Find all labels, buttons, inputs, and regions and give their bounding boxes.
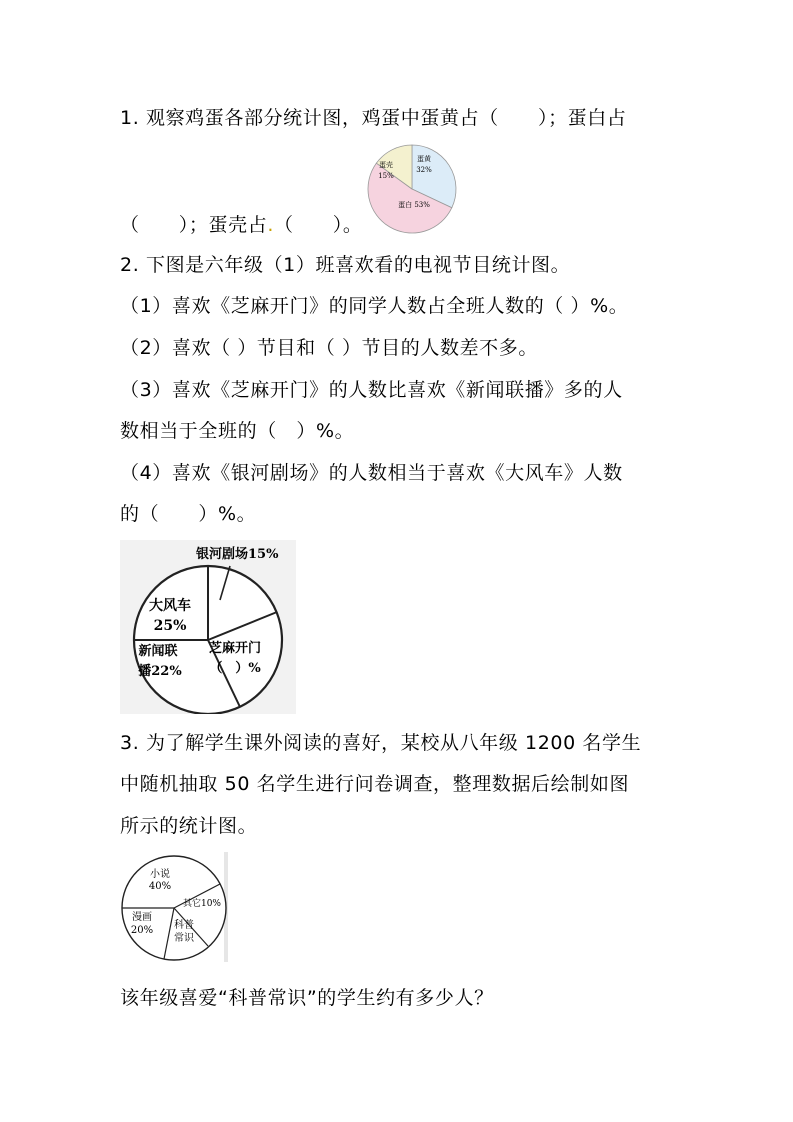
label-science-2: 常识	[174, 933, 194, 944]
q3-line2: 中随机抽取 50 名学生进行问卷调查，整理数据后绘制如图	[120, 773, 630, 795]
label-science: 科普	[174, 920, 194, 931]
label-other: 其它10%	[182, 899, 222, 909]
label-yolk: 蛋黄	[417, 155, 431, 163]
label-shell: 蛋壳	[379, 161, 393, 169]
label-dafeng: 大风车	[149, 598, 191, 614]
q1-line1: 1. 观察鸡蛋各部分统计图，鸡蛋中蛋黄占（ ）；蛋白占	[120, 107, 627, 129]
label-xinwen-pct: 播22%	[138, 664, 182, 679]
label-yolk-pct: 32%	[416, 166, 432, 174]
q3-question: 该年级喜爱“科普常识”的学生约有多少人？	[120, 987, 494, 1009]
q2-sub3-line2: 数相当于全班的（ ）%。	[120, 420, 355, 442]
label-zhima: 芝麻开门	[208, 641, 262, 656]
q2-sub1: （1）喜欢《芝麻开门》的同学人数占全班人数的（ ）%。	[120, 295, 629, 317]
q3-line1: 3. 为了解学生课外阅读的喜好，某校从八年级 1200 名学生	[120, 732, 642, 754]
label-yinhe: 银河剧场15%	[196, 547, 279, 562]
q1-line2	[120, 213, 362, 237]
q1-line2-dot: .	[267, 214, 274, 236]
reading-pie-chart	[120, 852, 230, 962]
label-comic: 漫画	[132, 912, 152, 923]
label-comic-pct: 20%	[130, 925, 154, 936]
q2-sub4-line1: （4）喜欢《银河剧场》的人数相当于喜欢《大风车》人数	[120, 462, 623, 484]
q2-sub4-line2: 的（ ）%。	[120, 503, 257, 525]
label-novel: 小说	[150, 869, 170, 880]
q2-sub3-line1: （3）喜欢《芝麻开门》的人数比喜欢《新闻联播》多的人	[120, 379, 623, 401]
label-shell-pct: 15%	[378, 172, 394, 180]
q2-intro: 2. 下图是六年级（1）班喜欢看的电视节目统计图。	[120, 254, 571, 276]
q3-line3: 所示的统计图。	[120, 815, 258, 837]
tv-pie-chart	[120, 540, 296, 714]
label-novel-pct: 40%	[148, 881, 172, 892]
q1-line2-part-a: （ ）；蛋壳占	[120, 214, 268, 236]
label-xinwen: 新闻联	[138, 644, 178, 659]
label-white: 蛋白 53%	[398, 201, 430, 209]
q2-sub2: （2）喜欢（ ）节目和（ ）节目的人数差不多。	[120, 337, 538, 359]
label-dafeng-pct: 25%	[153, 618, 187, 634]
egg-pie-chart	[366, 143, 458, 235]
label-zhima-pct: （ ）%	[209, 661, 261, 676]
q1-line2-part-b: （ ）。	[273, 214, 363, 236]
